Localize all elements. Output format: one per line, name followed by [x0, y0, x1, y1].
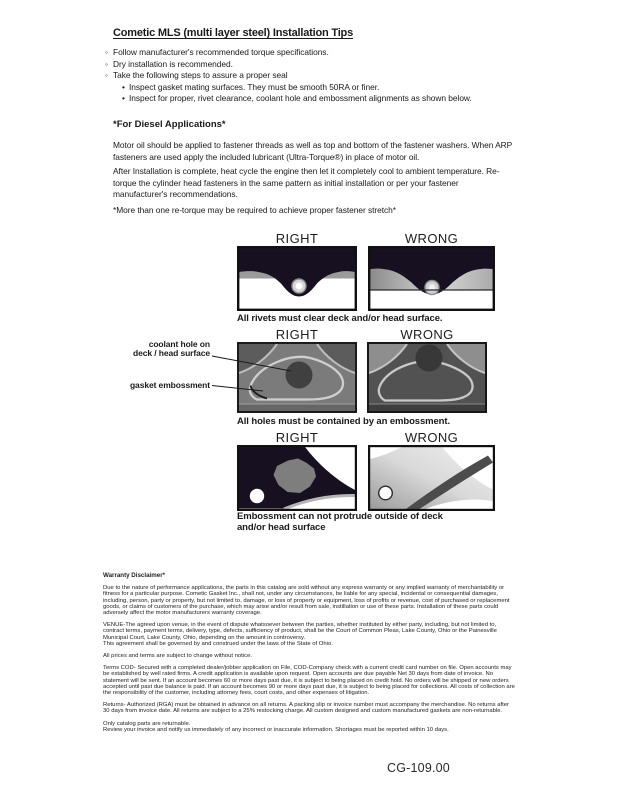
page-title: Cometic MLS (multi layer steel) Installation Tips: [113, 27, 353, 39]
list-item-text: Dry installation is recommended.: [113, 58, 233, 69]
legal-paragraph: Due to the nature of performance applications, the parts in this catalog are sold without any express warranty or any implied warranty of merchantability or fitness for a particular purpose. Cometic Gasket Inc., shall not, under any circumstances, be liable for any special, incidental or consequential damages, including, person, party or property, but not limited to, damage, or loss of property or equipment, loss of profits or revenue, cost of purchased or replacement goods, or claims of customers of the purchase, which may arise and/or result from sale, instillation or use of these parts. Installation of these parts could adversely affect the motor manufacturers warranty coverage.: [103, 585, 510, 617]
legal-paragraph: VENUE-The agreed upon venue, in the event of dispute whatsoever between the parties, whether instituted by either party, including, but not limited to, contract terms, payment terms, delivery, type, defects, sufficiency of product, shall be the Court of Common Pleas, Lake County, Ohio or the Painesville Municipal Court, Lake County, Ohio, depending on the amount in controversy.: [103, 622, 497, 641]
fig3-right-label: RIGHT: [275, 430, 319, 445]
fig3-right-diagram: [237, 445, 357, 511]
fig3-wrong-diagram: [368, 445, 495, 511]
coolant-hole-icon: [416, 345, 443, 372]
legal-paragraph: All prices and terms are subject to change without notice.: [103, 653, 252, 660]
diesel-paragraph: Motor oil should be applied to fastener threads as well as top and bottom of the fastener washers. When ARP fasteners are used apply the included lubricant (Ultra-Torque®) in place of motor oil.: [113, 140, 513, 162]
bolt-hole-icon: [250, 489, 264, 503]
diesel-heading: *For Diesel Applications*: [113, 119, 226, 130]
diesel-note: *More than one re-torque may be required to achieve proper fastener stretch*: [113, 205, 396, 215]
list-item: [105, 70, 472, 82]
coolant-hole-callout: coolant hole on deck / head surface: [133, 339, 210, 359]
warranty-disclaimer-block: [103, 573, 515, 739]
legal-paragraph: This agreement shall be governed by and construed under the laws of the State of Ohio.: [103, 640, 333, 647]
list-item-text: Inspect gasket mating surfaces. They must be smooth 50RA or finer.: [129, 81, 380, 92]
list-item: [105, 59, 472, 71]
open-bullet-icon: ◦: [105, 47, 108, 57]
list-item-text: Take the following steps to assure a proper seal: [113, 70, 288, 81]
installation-tips-list: [105, 47, 472, 105]
fig2-caption: All holes must be contained by an embossment.: [237, 416, 450, 427]
open-bullet-icon: ◦: [105, 58, 108, 69]
gasket-embossment-callout: gasket embossment: [129, 380, 210, 390]
bolt-hole-icon: [379, 486, 393, 500]
page-code: CG-109.00: [387, 761, 450, 775]
list-item-text: Follow manufacturer's recommended torque specifications.: [113, 47, 329, 57]
fig1-caption: All rivets must clear deck and/or head surface.: [237, 313, 443, 324]
fig2-wrong-diagram: [367, 342, 487, 413]
fig1-wrong-label: WRONG: [404, 231, 459, 246]
fig3-caption: Embossment can not protrude outside of deck and/or head surface: [237, 511, 443, 533]
fig2-wrong-label: WRONG: [400, 327, 454, 342]
legal-paragraph: Terms COD- Secured with a completed dealer/jobber application on File, COD-Company check with a current credit card number on file. Open accounts may be established by well rated firms. A credit application is available upon request. Open accounts are due payable Net 30 days from date of invoice. No statement will be sent. If an account becomes 60 or more days past due, it is subject to being placed on credit hold. No orders will be shipped or new orders accepted until past due balance is paid. If an account becomes 90 or more days past due, it is subject to being placed for collections. All costs of collection are the responsibility of the customer, including attorney fees, court costs, and other expenses of litigation.: [103, 665, 515, 697]
diesel-paragraph: After Installation is complete, heat cycle the engine then let it completely cool to ambient temperature. Re-torque the cylinder head fasteners in the same pattern as initial installation or per your fastener manufacturer's recommendations.: [113, 166, 500, 199]
fig1-right-diagram: [237, 246, 357, 311]
list-item: [105, 47, 472, 59]
legal-paragraph: Only catalog parts are returnable.: [103, 720, 191, 727]
coolant-hole-icon: [286, 362, 313, 389]
filled-bullet-icon: •: [122, 81, 125, 92]
fig2-right-label: RIGHT: [275, 327, 319, 342]
sub-list-item: [122, 82, 472, 94]
open-bullet-icon: ◦: [105, 70, 108, 81]
fig1-wrong-diagram: [368, 246, 495, 311]
fig2-right-diagram: [237, 342, 357, 413]
filled-bullet-icon: •: [122, 93, 125, 104]
sub-list-item: [122, 93, 472, 105]
list-item-text: Inspect for proper, rivet clearance, coolant hole and embossment alignments as shown below.: [129, 93, 472, 104]
fig3-wrong-label: WRONG: [404, 430, 459, 445]
legal-paragraph: Returns- Authorized (RGA) must be obtained in advance on all returns. A packing slip or invoice number must accompany the merchandise. No returns after 30 days from invoice date. All returns are subject to a 25% restocking charge. All custom designed and custom manufactured gaskets are non-returnable.: [103, 702, 510, 715]
legal-heading: Warranty Disclaimer*: [103, 572, 166, 579]
fig1-right-label: RIGHT: [275, 231, 319, 246]
legal-paragraph: Review your invoice and notify us immediately of any incorrect or inaccurate information. Shortages must be reported within 10 days.: [103, 726, 449, 733]
